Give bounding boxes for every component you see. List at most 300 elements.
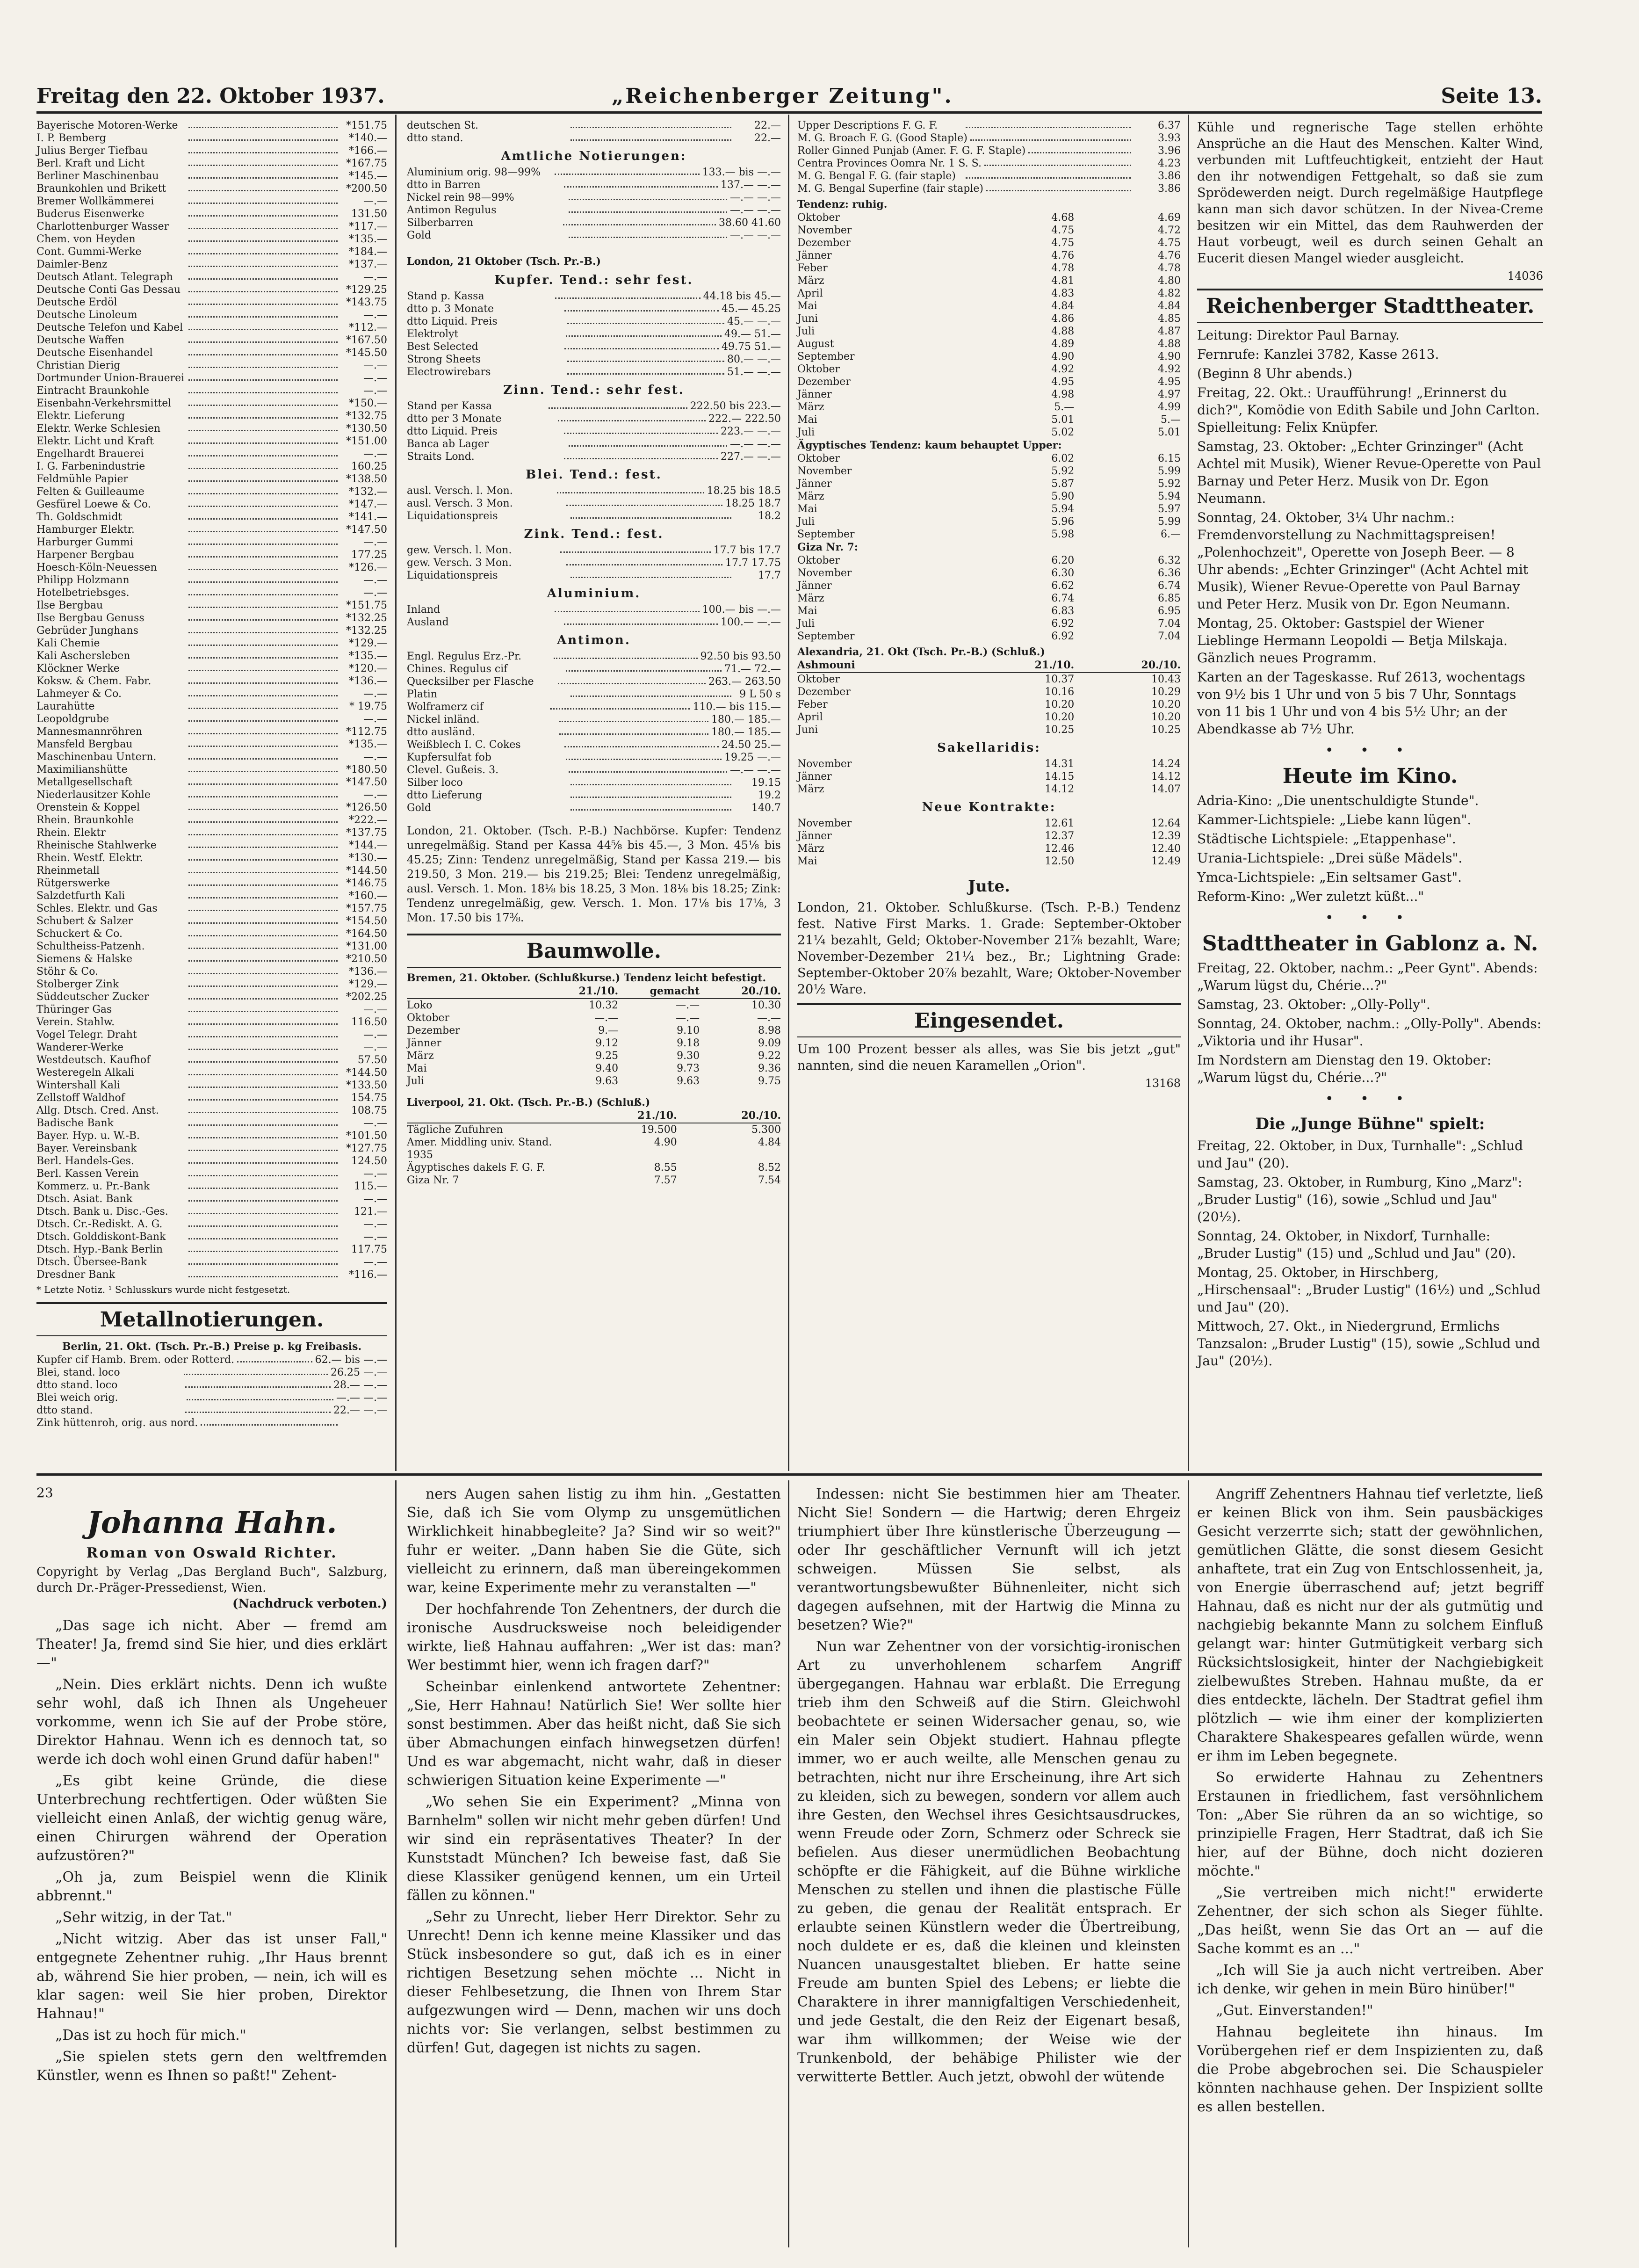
novel-paragraph: „Gut. Einverstanden!" xyxy=(1216,2002,1373,2019)
stock-row xyxy=(36,422,387,435)
month-row-cell: 12.50 xyxy=(1045,855,1075,867)
stock-row-name: Deutsche Conti Gas Dessau xyxy=(36,284,181,296)
header-paper-name: „Reichenberger Zeitung". xyxy=(612,84,953,108)
stock-row-value: 116.50 xyxy=(351,1016,387,1028)
liverpool-table xyxy=(407,1123,781,1187)
month-row-cell: 5.90 xyxy=(1051,491,1075,502)
london-row xyxy=(407,353,781,366)
month-row-cell: 5.94 xyxy=(1051,503,1075,515)
cotton-row-cell: Dezember xyxy=(407,1025,460,1036)
novel-copyright: Copyright by Verlag „Das Bergland Buch", Salzburg, durch Dr.-Präger-Pressedienst, Wien. xyxy=(36,1565,387,1595)
london-row xyxy=(407,751,781,764)
month-row xyxy=(797,426,1181,439)
stock-row-name: Orenstein & Koppel xyxy=(36,802,140,813)
stock-row-value: —.— xyxy=(363,448,387,460)
stock-row-name: Metallgesellschaft xyxy=(36,776,132,788)
leader-dots xyxy=(188,789,338,797)
stock-row xyxy=(36,1041,387,1054)
separator-dots: • • • xyxy=(1325,1091,1415,1107)
london-row-value: 45.— —.— xyxy=(727,316,781,327)
stock-row xyxy=(36,662,387,675)
stock-row-name: Verein. Stahlw. xyxy=(36,1016,115,1028)
leader-dots xyxy=(188,435,338,444)
leader-dots xyxy=(558,675,706,684)
column-header: 21./10. xyxy=(578,985,619,997)
stock-row-name: Charlottenburger Wasser xyxy=(36,221,169,232)
stock-row xyxy=(36,145,387,157)
liverpool-row-cell: Giza Nr. 7 xyxy=(407,1174,459,1186)
leader-dots xyxy=(567,366,725,375)
leader-dots xyxy=(559,726,709,735)
stock-row-value: *164.50 xyxy=(346,928,387,940)
stock-row-name: Ilse Bergbau Genuss xyxy=(36,612,144,624)
month-row-cell: 4.78 xyxy=(1158,262,1181,274)
leader-dots xyxy=(188,1142,338,1151)
month-row-cell: März xyxy=(797,783,824,795)
leader-dots xyxy=(188,410,338,419)
leader-dots xyxy=(570,132,731,141)
month-row xyxy=(797,770,1181,783)
metal-row xyxy=(36,1379,387,1391)
leader-dots xyxy=(558,413,706,421)
stock-row-name: Wanderer-Werke xyxy=(36,1042,124,1053)
month-table-2 xyxy=(797,452,1181,541)
stock-row xyxy=(36,826,387,839)
leader-dots xyxy=(188,359,338,368)
column-header: 21./10. xyxy=(637,1109,677,1122)
month-row-cell: 12.40 xyxy=(1151,843,1181,855)
month-row-cell: Feber xyxy=(797,262,828,274)
stock-row-value: *116.— xyxy=(349,1269,387,1281)
london-row xyxy=(407,400,781,413)
leader-dots xyxy=(563,217,716,225)
stock-row-name: Gesfürel Loewe & Co. xyxy=(36,499,151,510)
leader-dots xyxy=(188,1243,338,1252)
novel-paragraph: „Ich will Sie ja auch nicht vertreiben. Aber ich denke, wir gehen in mein Büro hinüber!" xyxy=(1197,1962,1543,1997)
cotton-row-cell: 9.63 xyxy=(595,1075,619,1087)
cotton-title: Baumwolle. xyxy=(407,934,781,968)
stock-row-name: Berl. Kraft und Licht xyxy=(36,158,145,169)
london-row-name: Kupfersulfat fob xyxy=(407,752,491,763)
month-table-4 xyxy=(797,673,1181,736)
metal-row-value: 62.— bis —.— xyxy=(315,1354,387,1366)
stock-row-value: *112.— xyxy=(349,322,387,333)
column-rule xyxy=(788,115,789,1471)
theater-program xyxy=(1197,326,1543,738)
month-row-cell: Juni xyxy=(797,724,818,736)
cotton-row-cell: Loko xyxy=(407,1000,433,1011)
stock-footnote: * Letzte Notiz. ¹ Schlusskurs wurde nicht festgesetzt. xyxy=(36,1284,290,1295)
stock-row-value: *129.— xyxy=(349,978,387,990)
stock-row-name: Bremer Wollkämmerei xyxy=(36,196,154,207)
stock-row-name: Cont. Gummi-Werke xyxy=(36,246,142,258)
gablonz-program xyxy=(1197,959,1543,1086)
cinema-program xyxy=(1197,792,1543,905)
stock-row xyxy=(36,978,387,991)
liverpool-row-cell: 7.54 xyxy=(758,1174,781,1186)
month-row-cell: September xyxy=(797,529,855,540)
metal-top-rows xyxy=(407,119,781,145)
leader-dots xyxy=(986,182,1131,191)
metal-row-value: 28.— —.— xyxy=(333,1379,388,1391)
cotton-grade-row-value: 3.86 xyxy=(1158,183,1181,195)
month-row-cell: 6.74 xyxy=(1051,593,1075,604)
stock-row-name: Philipp Holzmann xyxy=(36,574,130,586)
leader-dots xyxy=(188,1029,338,1037)
month-row-cell: 14.07 xyxy=(1151,783,1181,795)
stock-row-value: *112.75 xyxy=(346,726,387,738)
stock-row-value: *131.00 xyxy=(346,941,387,952)
stock-row-name: Braunkohlen und Brikett xyxy=(36,183,166,195)
london-row xyxy=(407,328,781,341)
stock-row-value: —.— xyxy=(363,196,387,207)
stock-row xyxy=(36,523,387,536)
stock-row xyxy=(36,776,387,789)
stock-row-value: *135.— xyxy=(349,650,387,662)
leader-dots xyxy=(188,246,338,254)
stock-row xyxy=(36,839,387,852)
month-row xyxy=(797,724,1181,736)
month-row-cell: 6.85 xyxy=(1158,593,1181,604)
month-row xyxy=(797,211,1181,224)
month-row-cell: 10.25 xyxy=(1151,724,1181,736)
month-row xyxy=(797,783,1181,796)
novel-paragraph: Hahnau begleitete ihn hinaus. Im Vorübergehen rief er dem Inspizienten zu, daß die Probe abgebrochen sei. Die Schauspieler könnten nachhause gehen. Der Inspizient sollte es allen bestellen. xyxy=(1197,2024,1543,2115)
month-row xyxy=(797,528,1181,541)
london-row-value: 49.75 51.— xyxy=(722,341,781,353)
stock-row-value: —.— xyxy=(363,1218,387,1230)
leader-dots xyxy=(188,422,338,431)
leader-dots xyxy=(570,789,731,798)
london-section-title: Blei. Tend.: fest. xyxy=(526,468,662,482)
month-row-cell: 4.72 xyxy=(1158,225,1181,236)
junge-buehne-entry: Montag, 25. Oktober, in Hirschberg, „Hirschensaal": „Bruder Lustig" (16½) und „Schlud und Jau" (20). xyxy=(1197,1265,1541,1315)
stock-row-value: —.— xyxy=(363,574,387,586)
stock-row-name: Chem. von Heyden xyxy=(36,233,136,245)
stock-row xyxy=(36,1167,387,1180)
leader-dots xyxy=(188,271,338,280)
leader-dots xyxy=(188,776,338,785)
month-row-cell: 4.75 xyxy=(1158,237,1181,249)
header-date: Freitag den 22. Oktober 1937. xyxy=(36,84,385,108)
column-header xyxy=(407,1109,573,1122)
stock-row xyxy=(36,864,387,877)
stock-row-name: Rheinische Stahlwerke xyxy=(36,840,157,851)
month-row-cell: 10.20 xyxy=(1045,711,1075,723)
official-row-value: 133.— bis —.— xyxy=(702,167,781,178)
stock-row-value: *180.50 xyxy=(346,764,387,775)
leader-dots xyxy=(188,119,338,128)
column-header xyxy=(407,985,537,997)
month-row-cell: 4.86 xyxy=(1051,313,1075,325)
month-row-cell: März xyxy=(797,491,824,502)
leader-dots xyxy=(188,1155,338,1164)
leader-dots xyxy=(188,688,338,696)
gablonz-entry: Freitag, 22. Oktober, nachm.: „Peer Gynt". Abends: „Warum lügst du, Chérie...?" xyxy=(1197,960,1538,993)
month-row xyxy=(797,830,1181,842)
stock-row xyxy=(36,1256,387,1268)
month-row-cell: 6.32 xyxy=(1158,555,1181,566)
month-row-cell: 4.88 xyxy=(1051,326,1075,337)
cotton-row-cell: 9.25 xyxy=(595,1050,619,1062)
leader-dots xyxy=(188,637,338,646)
leader-dots xyxy=(984,157,1131,166)
month-row xyxy=(797,249,1181,262)
stock-row xyxy=(36,675,387,688)
leader-dots xyxy=(188,1117,338,1126)
stock-row xyxy=(36,738,387,751)
london-row-value: —.— —.— xyxy=(730,438,781,450)
month-row-cell: Oktober xyxy=(797,674,840,685)
stock-row-value: *129.25 xyxy=(346,284,387,296)
month-row-cell: November xyxy=(797,818,852,829)
leader-dots xyxy=(188,725,338,734)
leader-dots xyxy=(566,663,722,672)
london-row-name: dtto ausländ. xyxy=(407,726,475,738)
stock-row-name: Ilse Bergbau xyxy=(36,600,103,611)
novel-text xyxy=(407,1485,781,2058)
month-row xyxy=(797,224,1181,237)
metal-row-name: dtto stand. xyxy=(36,1405,93,1416)
london-after-hours-text: London, 21. Oktober. (Tsch. P.-B.) Nachbörse. Kupfer: Tendenz unregelmäßig. Stand per Kassa 44⅝ bis 45.—, 3 Mon. 45⅛ bis 45.25; Zinn: Tendenz unregelmäßig, Stand per Kassa 219.— bis 219.50, 3 Mon. 219.— bis 219.25; Blei: Tendenz unregelmäßig, ausl. Versch. 1. Mon. 18⅛ bis 18.25, 3 Mon. 18⅛ bis 18.25; Zink: Tendenz unregelmäßig, gew. Versch. 1. Mon. 17⅛ bis 17⅛, 3 Mon. 17.50 bis 17⅜. xyxy=(407,824,781,924)
novel-paragraph: Scheinbar einlenkend antwortete Zehentner: „Sie, Herr Hahnau! Natürlich Sie! Wer sollte hier sonst bestimmen. Aber das heißt nicht, daß Sie sich über Abmachungen einfach hinwegsetzen dürfen! Und es war abgemacht, nicht wahr, daß in dieser schwierigen Situation keine Experimente —" xyxy=(407,1679,781,1789)
junge-buehne-program xyxy=(1197,1137,1543,1369)
stock-row xyxy=(36,448,387,460)
stock-row-value: *151.75 xyxy=(346,120,387,131)
stock-row-name: Wintershall Kali xyxy=(36,1080,121,1091)
month-row-cell: 6.02 xyxy=(1051,453,1075,464)
tendency-label: Tendenz: ruhig. xyxy=(797,198,888,210)
month-row-cell: September xyxy=(797,630,855,642)
leader-dots xyxy=(188,574,338,583)
london-row-name: gew. Versch. 3 Mon. xyxy=(407,557,512,569)
month-row xyxy=(797,452,1181,465)
cotton-row-cell: Mai xyxy=(407,1063,427,1074)
leader-dots xyxy=(188,965,338,974)
liverpool-row xyxy=(407,1136,781,1161)
london-row-name: Stand p. Kassa xyxy=(407,290,484,302)
stock-row-value: *136.— xyxy=(349,675,387,687)
leader-dots xyxy=(188,561,338,570)
leader-dots xyxy=(185,1404,331,1413)
month-row-cell: Jänner xyxy=(797,250,832,261)
leader-dots xyxy=(567,315,725,324)
stock-row xyxy=(36,574,387,587)
stock-row-value: *126.— xyxy=(349,562,387,573)
leader-dots xyxy=(188,599,338,608)
theater-entry: Montag, 25. Oktober: Gastspiel der Wiener Lieblinge Hermann Leopoldi — Betja Milskaja. Gänzlich neues Programm. xyxy=(1197,616,1508,666)
month-row-cell: 5.98 xyxy=(1051,529,1075,540)
stock-row xyxy=(36,612,387,624)
official-row-value: —.— —.— xyxy=(730,230,781,241)
month-row-cell: 4.82 xyxy=(1158,288,1181,299)
official-row xyxy=(407,166,781,179)
eingesendet-title: Eingesendet. xyxy=(797,1003,1181,1037)
stock-row-name: Buderus Eisenwerke xyxy=(36,208,144,220)
leader-dots xyxy=(188,384,338,393)
stock-row-value: *133.50 xyxy=(346,1080,387,1091)
stock-row-value: *132.25 xyxy=(346,625,387,637)
leader-dots xyxy=(188,700,338,709)
leader-dots xyxy=(188,587,338,595)
liverpool-row-cell: Ägyptisches dakels F. G. F. xyxy=(407,1162,545,1174)
leader-dots xyxy=(188,713,338,722)
stock-row-value: *126.50 xyxy=(346,802,387,813)
junge-buehne-entry: Mittwoch, 27. Okt., in Niedergrund, Ermlichs Tanzsalon: „Bruder Lustig" (15), sowie „Schlud und Jau" (20½). xyxy=(1197,1319,1540,1369)
cotton-row-cell: 9.40 xyxy=(595,1063,619,1074)
metal-row-name: Blei, stand. loco xyxy=(36,1367,120,1378)
leader-dots xyxy=(557,485,704,493)
month-row xyxy=(797,842,1181,855)
stock-row-value: 124.50 xyxy=(351,1155,387,1167)
month-row xyxy=(797,580,1181,592)
metal-row-value: 26.25 —.— xyxy=(331,1367,387,1378)
london-title: London, 21 Oktober (Tsch. Pr.-B.) xyxy=(407,255,601,268)
official-row-name: Silberbarren xyxy=(407,217,474,229)
sakellaridis-title: Sakellaridis: xyxy=(937,741,1041,755)
stock-row-value: 57.50 xyxy=(358,1054,387,1066)
month-row xyxy=(797,478,1181,490)
london-row-name: Weißblech I. C. Cokes xyxy=(407,739,521,751)
stock-row-value: 108.75 xyxy=(351,1105,387,1116)
cotton-row xyxy=(407,1024,781,1037)
stock-row xyxy=(36,511,387,523)
stock-row-value: —.— xyxy=(363,751,387,763)
leader-dots xyxy=(188,1268,338,1277)
stock-row-value: *144.50 xyxy=(346,1067,387,1079)
giza-title: Giza Nr. 7: xyxy=(797,541,858,553)
cotton-grade-row-name: Centra Provinces Oomra Nr. 1 S. S. xyxy=(797,158,982,169)
month-row-cell: 4.88 xyxy=(1158,338,1181,350)
london-row-name: Platin xyxy=(407,688,438,700)
leader-dots xyxy=(188,852,338,861)
month-row-cell: Juli xyxy=(797,516,815,528)
leader-dots xyxy=(188,675,338,684)
london-row xyxy=(407,603,781,616)
month-row-cell: 6.15 xyxy=(1158,453,1181,464)
stock-row-value: —.— xyxy=(363,688,387,700)
stock-row xyxy=(36,536,387,549)
stock-row xyxy=(36,1180,387,1193)
alexandria-header xyxy=(797,659,1181,673)
jute-text: London, 21. Oktober. Schlußkurse. (Tsch. P.-B.) Tendenz fest. Native First Marks. 1. Grade: September-Oktober 21¼ bezahlt, Geld; Oktober-November 21⅞ bezahlt, Ware; November-Dezember 21¼ bez., Br.; Lightning Grade: September-Oktober 20⅞ bezahlt, Ware; Oktober-November 20½ Ware. xyxy=(797,900,1181,997)
cotton-row-cell: —.— xyxy=(676,1012,700,1024)
stock-row xyxy=(36,283,387,296)
separator-dots: • • • xyxy=(1325,742,1415,759)
stock-row-value: *147.50 xyxy=(346,776,387,788)
leader-dots xyxy=(188,826,338,835)
leader-dots xyxy=(188,814,338,823)
london-row xyxy=(407,438,781,450)
stock-row-value: *210.50 xyxy=(346,953,387,965)
london-row-name: Stand per Kassa xyxy=(407,400,492,412)
month-row-cell: 10.16 xyxy=(1045,686,1075,698)
stock-row xyxy=(36,751,387,763)
month-row xyxy=(797,711,1181,724)
leader-dots xyxy=(570,569,731,578)
stock-row xyxy=(36,372,387,384)
cinema-entry: Ymca-Lichtspiele: „Ein seltsamer Gast". xyxy=(1197,870,1462,885)
london-row-value: 110.— bis 115.— xyxy=(693,701,781,713)
leader-dots xyxy=(188,157,338,166)
leader-dots xyxy=(570,510,731,519)
metal-row xyxy=(36,1366,387,1379)
leader-dots xyxy=(201,1417,338,1426)
month-row-cell: 14.24 xyxy=(1151,758,1181,770)
cotton-row-cell: 9.12 xyxy=(595,1037,619,1049)
cotton-row-cell: 8.98 xyxy=(758,1025,781,1036)
month-row xyxy=(797,338,1181,350)
leader-dots xyxy=(188,991,338,1000)
stock-row-name: Rhein. Braunkohle xyxy=(36,814,134,826)
london-row-name: Straits Lond. xyxy=(407,451,475,463)
cotton-grade-row-name: M. G. Bengal F. G. (fair staple) xyxy=(797,170,956,182)
stock-row-value: *101.50 xyxy=(346,1130,387,1142)
liverpool-row-cell: Tägliche Zufuhren xyxy=(407,1124,503,1136)
stock-row-value: 154.75 xyxy=(351,1092,387,1104)
leader-dots xyxy=(188,927,338,936)
liverpool-row xyxy=(407,1123,781,1136)
liverpool-row-cell: Amer. Middling univ. Stand. 1935 xyxy=(407,1137,552,1161)
stock-row xyxy=(36,789,387,801)
london-row-value: 24.50 25.— xyxy=(722,739,781,751)
leader-dots xyxy=(564,179,718,188)
london-row-name: dtto Liquid. Preis xyxy=(407,426,498,437)
stock-row-value: *151.00 xyxy=(346,435,387,447)
london-section-rows xyxy=(407,603,781,629)
stock-row xyxy=(36,1142,387,1155)
london-section-title: Antimon. xyxy=(557,633,631,647)
month-row-cell: 10.20 xyxy=(1045,699,1075,710)
month-row-cell: 4.87 xyxy=(1158,326,1181,337)
leader-dots xyxy=(560,544,711,553)
novel-paragraph: Nun war Zehentner von der vorsichtig-ironischen Art zu unverhohlenem scharfem Angriff übergegangen. Hahnau war erblaßt. Die Erregung trieb ihm den Schweiß auf die Stirn. Gleichwohl beobachtete er seinen Widersacher genau, so, wie ein Maler sein Objekt studiert. Hahnau pflegte immer, wo er auch weilte, alle Menschen genau zu betrachten, nicht nur ihre Erscheinung, ihre Art sich zu kleiden, sich zu bewegen, sondern vor allem auch ihre Gesten, den Wechsel ihres Gesichtsausdruckes, wenn Freude oder Zorn, Schmerz oder Schreck sie befielen. Aus dieser unermüdlichen Beobachtung schöpfte er die Fähigkeit, auf die Bühne wirkliche Menschen zu stellen und ihnen die plastische Fülle zu geben, die genau der Realität entsprach. Er erlaubte seinen Künstlern weder die Übertreibung, noch duldete er es, daß die kleinen und kleinsten Nuancen unausgestaltet blieben. Er hatte seine Freude am bunten Spiel des Lebens; er liebte die Charaktere in ihrer mannigfaltigen Verschiedenheit, und jede Gestalt, die den Reiz der Eigenart besaß, war ihm willkommen; der Weise wie der Trunkenbold, der behäbige Philister wie der verwitterte Bettler. Auch jetzt, obwohl der wütende xyxy=(797,1638,1181,2085)
stock-row xyxy=(36,688,387,700)
london-row xyxy=(407,789,781,802)
stock-row-name: Stolberger Zink xyxy=(36,978,119,990)
stock-row-name: Christian Dierig xyxy=(36,360,121,371)
leader-dots xyxy=(569,438,728,447)
cotton-row-cell: 9.18 xyxy=(677,1037,700,1049)
leader-dots xyxy=(570,688,731,697)
stock-row-value: 131.50 xyxy=(351,208,387,220)
month-row-cell: 12.46 xyxy=(1045,843,1075,855)
cotton-row-cell: 9.22 xyxy=(758,1050,781,1062)
london-row-value: 18.2 xyxy=(758,510,781,522)
liverpool-row-cell: 4.90 xyxy=(654,1137,677,1148)
stock-row-value: *129.— xyxy=(349,638,387,649)
london-row-value: 223.— —.— xyxy=(721,426,781,437)
london-row-name: Banca ab Lager xyxy=(407,438,489,450)
stock-row-value: —.— xyxy=(363,1004,387,1015)
month-table-3 xyxy=(797,554,1181,643)
column-header: 21./10. xyxy=(1034,659,1075,671)
metal-row xyxy=(36,1354,387,1366)
stock-row xyxy=(36,1079,387,1092)
month-row-cell: September xyxy=(797,351,855,362)
month-row-cell: 10.20 xyxy=(1151,699,1181,710)
month-row xyxy=(797,617,1181,630)
leader-dots xyxy=(1028,145,1131,153)
stock-row xyxy=(36,347,387,359)
month-table-1 xyxy=(797,211,1181,439)
leader-dots xyxy=(188,1066,338,1075)
stock-row-value: *147.50 xyxy=(346,524,387,536)
leader-dots xyxy=(188,1205,338,1214)
month-row-cell: Mai xyxy=(797,414,817,426)
stock-row-name: Schuckert & Co. xyxy=(36,928,123,940)
london-row xyxy=(407,425,781,438)
